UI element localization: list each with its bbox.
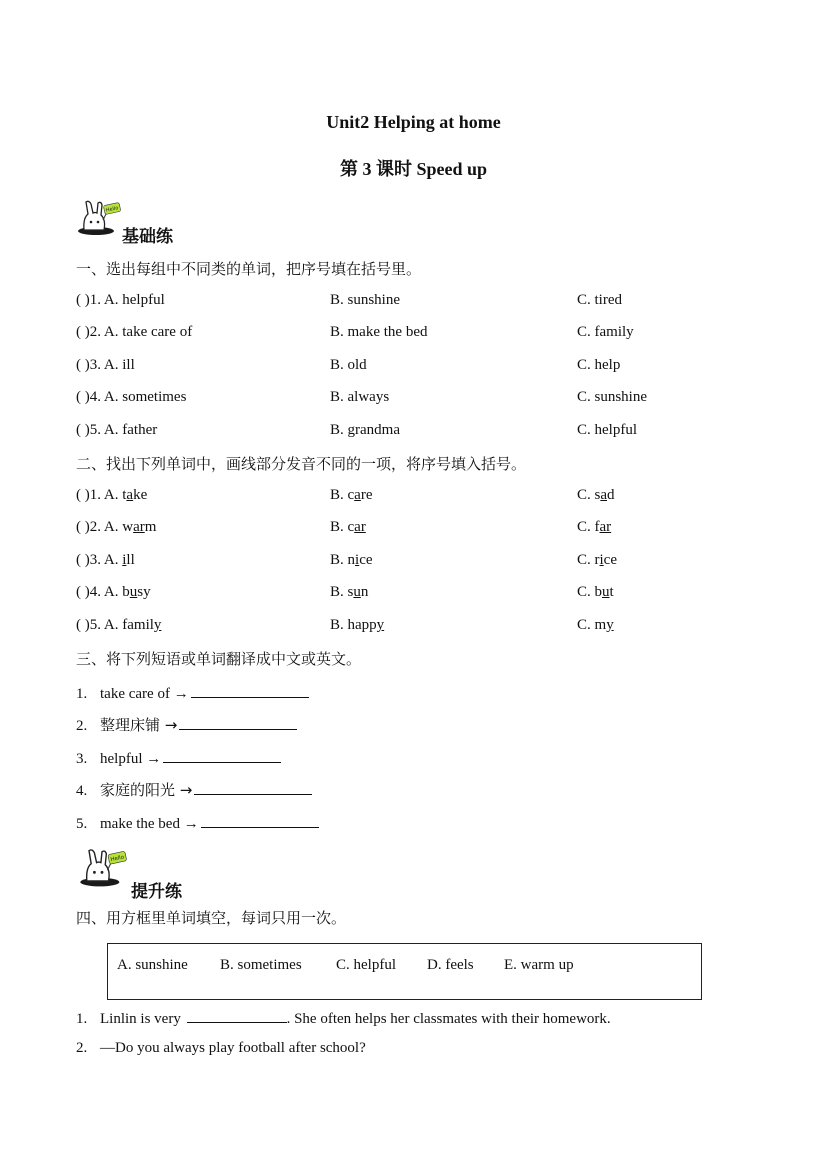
mascot-sign-text: Hello [105,205,119,214]
list-item [0,324,827,344]
option-a: ( )2. A. take care of [76,324,193,340]
option-a: ( )5. A. family [76,617,162,633]
part4-heading: 四、用方框里单词填空，每词只用一次。 [76,909,347,927]
list-item [0,584,827,604]
option-a: ( )3. A. ill [76,552,135,568]
option-c: C. tired [577,292,622,308]
word-option: A. sunshine [117,957,188,973]
bunny-mascot-icon [76,848,128,888]
option-c: C. sad [577,487,615,503]
word-option: D. feels [427,957,474,973]
option-b: B. car [330,519,366,535]
option-b: B. old [330,357,367,373]
option-b: B. care [330,487,373,503]
answer-blank[interactable] [191,683,309,698]
option-a: ( )1. A. helpful [76,292,165,308]
part2-heading: 二、找出下列单词中，画线部分发音不同的一项，将序号填入括号。 [76,455,527,473]
list-item: 1. Linlin is very . She often helps her classmates with their homework. [76,1008,611,1028]
list-item: 2. 整理床铺 → [76,714,297,735]
option-b: B. make the bed [330,324,428,340]
answer-blank[interactable] [179,715,297,730]
option-c: C. help [577,357,621,373]
mascot-sign-text: Hello [110,854,125,864]
option-b: B. sunshine [330,292,401,308]
word-option: E. warm up [504,957,574,973]
option-a: ( )4. A. busy [76,584,151,600]
option-c: C. far [577,519,612,535]
part1-heading: 一、选出每组中不同类的单词，把序号填在括号里。 [76,260,422,278]
list-item [0,617,827,637]
option-c: C. rice [577,552,617,568]
list-item: 3. helpful → [76,748,281,768]
option-a: ( )1. A. take [76,487,148,503]
option-b: B. happy [330,617,385,633]
option-c: C. my [577,617,614,633]
list-item [0,389,827,409]
bunny-mascot-icon [74,200,122,236]
section-advanced-label: 提升练 [131,882,182,902]
list-item: 2. —Do you always play football after school? [76,1040,366,1056]
answer-blank[interactable] [163,748,281,763]
option-b: B. sun [330,584,369,600]
answer-blank[interactable] [201,813,319,828]
lesson-subtitle: 第 3 课时 Speed up [339,159,488,179]
list-item [0,422,827,442]
list-item [0,292,827,312]
option-b: B. always [330,389,390,405]
word-option: B. sometimes [220,957,302,973]
list-item [0,552,827,572]
list-item: 4. 家庭的阳光 → [76,779,312,800]
option-b: B. nice [330,552,373,568]
option-c: C. helpful [577,422,637,438]
list-item [0,487,827,507]
list-item [0,357,827,377]
option-c: C. but [577,584,614,600]
section-basic-label: 基础练 [122,227,173,247]
word-option: C. helpful [336,957,396,973]
list-item [0,519,827,539]
option-c: C. sunshine [577,389,648,405]
answer-blank[interactable] [187,1008,287,1023]
page-title: Unit2 Helping at home [326,112,501,132]
word-bank-box [107,943,702,1000]
answer-blank[interactable] [194,780,312,795]
option-c: C. family [577,324,634,340]
option-b: B. grandma [330,422,400,438]
option-a: ( )2. A. warm [76,519,157,535]
part3-heading: 三、将下列短语或单词翻译成中文或英文。 [76,650,362,668]
option-a: ( )3. A. ill [76,357,135,373]
list-item: 5. make the bed → [76,813,319,833]
list-item: 1. take care of → [76,683,309,703]
option-a: ( )5. A. father [76,422,158,438]
option-a: ( )4. A. sometimes [76,389,187,405]
